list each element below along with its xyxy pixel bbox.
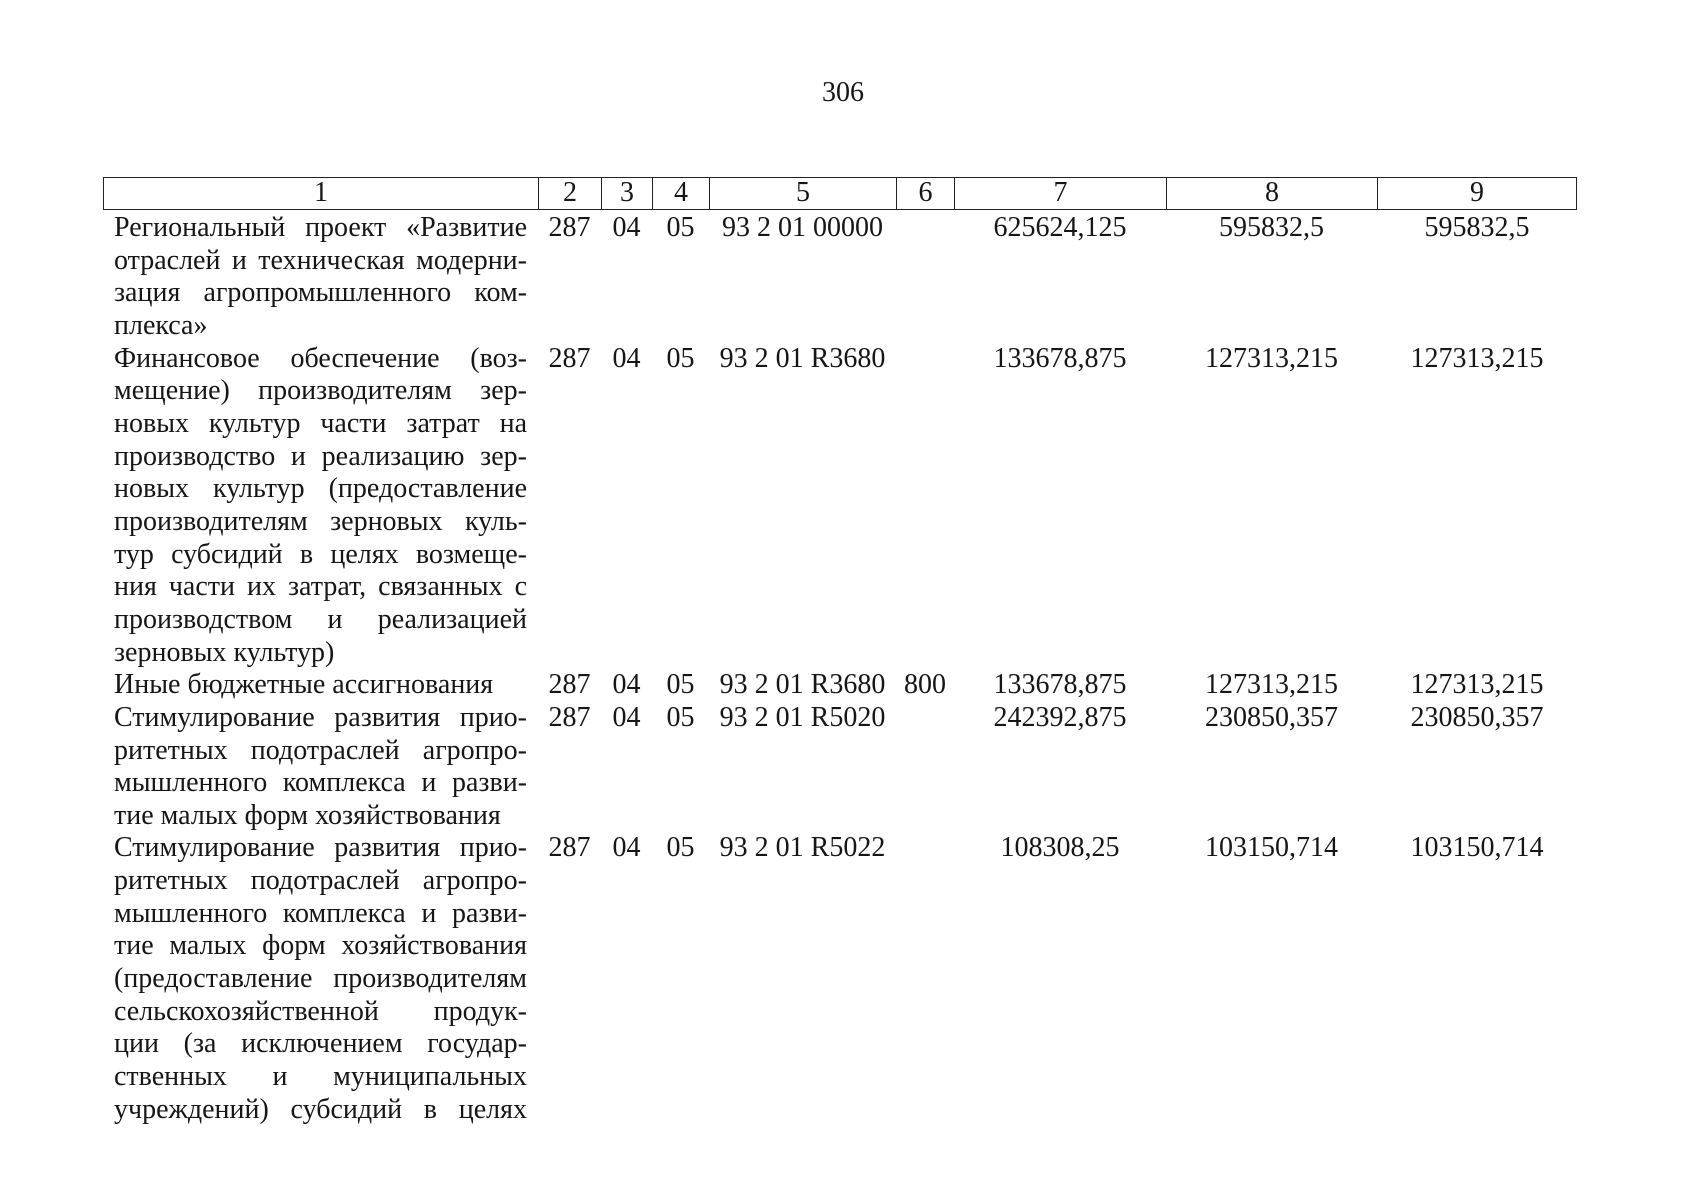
- description-line: тие малых форм хозяйствования: [114, 930, 527, 962]
- table-cell-col-8: 595832,5: [1219, 212, 1324, 243]
- table-cell-col-6: 800: [904, 669, 946, 701]
- table-cell-col-4: 05: [666, 212, 695, 243]
- table-cell-col-3: 04: [612, 832, 641, 864]
- table-cell-col-9: 595832,5: [1424, 212, 1530, 243]
- row-description: [103, 212, 538, 343]
- row-description: [103, 832, 538, 1126]
- table-cell-col-4: 05: [666, 832, 695, 864]
- table-cell-col-5: 93 2 01 00000: [722, 212, 883, 243]
- description-line: отраслей и техническая модерни-: [114, 244, 527, 276]
- description-line: Иные бюджетные ассигнования: [114, 669, 494, 701]
- description-line: Стимулирование развития прио-: [114, 701, 527, 733]
- description-line: сельскохозяйственной продук-: [114, 995, 527, 1027]
- header-cell-col-7: 7: [954, 178, 1166, 209]
- table-cell-col-3: 04: [612, 701, 641, 733]
- table-header: [103, 177, 1577, 210]
- table-cell-col-3: 04: [612, 669, 641, 701]
- table-cell-col-8: 127313,215: [1205, 669, 1338, 701]
- table-cell-col-4: 05: [666, 669, 695, 701]
- header-cell-col-6: 6: [896, 178, 954, 209]
- table-cell-col-7: 133678,875: [993, 669, 1127, 701]
- description-line: зерновых культур): [114, 636, 335, 668]
- table-cell-col-9: 127313,215: [1410, 669, 1544, 701]
- table-row: [103, 343, 1577, 670]
- row-description: [103, 669, 538, 702]
- table-cell-col-6: [896, 702, 954, 833]
- table-cell-col-2: 287: [548, 212, 591, 243]
- table-cell-col-5: 93 2 01 R5022: [719, 832, 886, 864]
- header-cell-col-4: 4: [652, 178, 709, 209]
- description-line: плекса»: [114, 309, 208, 341]
- description-line: ритетных подотраслей агропро-: [114, 734, 527, 766]
- header-cell-col-3: 3: [601, 178, 652, 209]
- description-line: ции (за исключением государ-: [114, 1028, 527, 1060]
- description-line: ния части их затрат, связанных с: [114, 571, 527, 603]
- table-cell-col-8: 103150,714: [1205, 832, 1338, 864]
- description-line: тие малых форм хозяйствования: [114, 799, 501, 831]
- description-line: Финансовое обеспечение (воз-: [114, 342, 527, 374]
- table-row: [103, 212, 1577, 343]
- header-cell-col-8: 8: [1166, 178, 1377, 209]
- table-cell-col-7: 108308,25: [1000, 832, 1120, 864]
- table-cell-col-4: 05: [666, 342, 695, 374]
- row-description: [103, 343, 538, 670]
- table-cell-col-3: 04: [612, 342, 641, 374]
- description-line: производством и реализацией: [114, 603, 527, 635]
- description-line: Стимулирование развития прио-: [114, 832, 527, 864]
- row-description: [103, 702, 538, 833]
- page-number: 306: [822, 77, 864, 108]
- description-line: мышленного комплекса и разви-: [114, 897, 527, 929]
- description-line: учреждений) субсидий в целях: [114, 1093, 527, 1125]
- budget-table: [103, 177, 1577, 1126]
- table-cell-col-7: 242392,875: [993, 701, 1127, 733]
- table-cell-col-8: 127313,215: [1205, 342, 1338, 374]
- table-cell-col-2: 287: [548, 669, 591, 701]
- header-cell-col-2: 2: [538, 178, 601, 209]
- description-line: ритетных подотраслей агропро-: [114, 865, 527, 897]
- header-cell-col-5: 5: [709, 178, 896, 209]
- description-line: тур субсидий в целях возмеще-: [114, 538, 527, 570]
- table-cell-col-6: [896, 212, 954, 343]
- table-cell-col-5: 93 2 01 R3680: [719, 342, 886, 374]
- table-cell-col-2: 287: [548, 342, 591, 374]
- table-cell-col-5: 93 2 01 R3680: [719, 669, 886, 701]
- header-cell-col-9: 9: [1377, 178, 1577, 209]
- table-body: [103, 210, 1577, 1126]
- table-cell-col-9: 127313,215: [1410, 342, 1544, 374]
- description-line: Региональный проект «Развитие: [114, 212, 527, 243]
- table-cell-col-4: 05: [666, 701, 695, 733]
- table-cell-col-7: 625624,125: [993, 212, 1127, 243]
- description-line: производителям зерновых куль-: [114, 505, 527, 537]
- table-cell-col-2: 287: [548, 832, 591, 864]
- table-row: [103, 702, 1577, 833]
- description-line: (предоставление производителям: [114, 963, 527, 995]
- table-cell-col-6: [896, 343, 954, 670]
- description-line: мышленного комплекса и разви-: [114, 767, 527, 799]
- description-line: ственных и муниципальных: [114, 1061, 527, 1093]
- description-line: новых культур части затрат на: [114, 407, 527, 439]
- description-line: новых культур (предоставление: [114, 473, 527, 505]
- description-line: мещение) производителям зер-: [114, 375, 527, 407]
- table-cell-col-7: 133678,875: [993, 342, 1127, 374]
- table-cell-col-2: 287: [548, 701, 591, 733]
- header-cell-col-1: 1: [103, 178, 538, 209]
- table-cell-col-8: 230850,357: [1205, 701, 1338, 733]
- table-cell-col-9: 230850,357: [1410, 701, 1544, 733]
- table-cell-col-3: 04: [612, 212, 641, 243]
- table-row: [103, 669, 1577, 702]
- table-cell-col-6: [896, 832, 954, 1126]
- table-row: [103, 832, 1577, 1126]
- table-cell-col-5: 93 2 01 R5020: [719, 701, 886, 733]
- description-line: зация агропромышленного ком-: [114, 277, 527, 309]
- description-line: производство и реализацию зер-: [114, 440, 527, 472]
- table-cell-col-9: 103150,714: [1410, 832, 1544, 864]
